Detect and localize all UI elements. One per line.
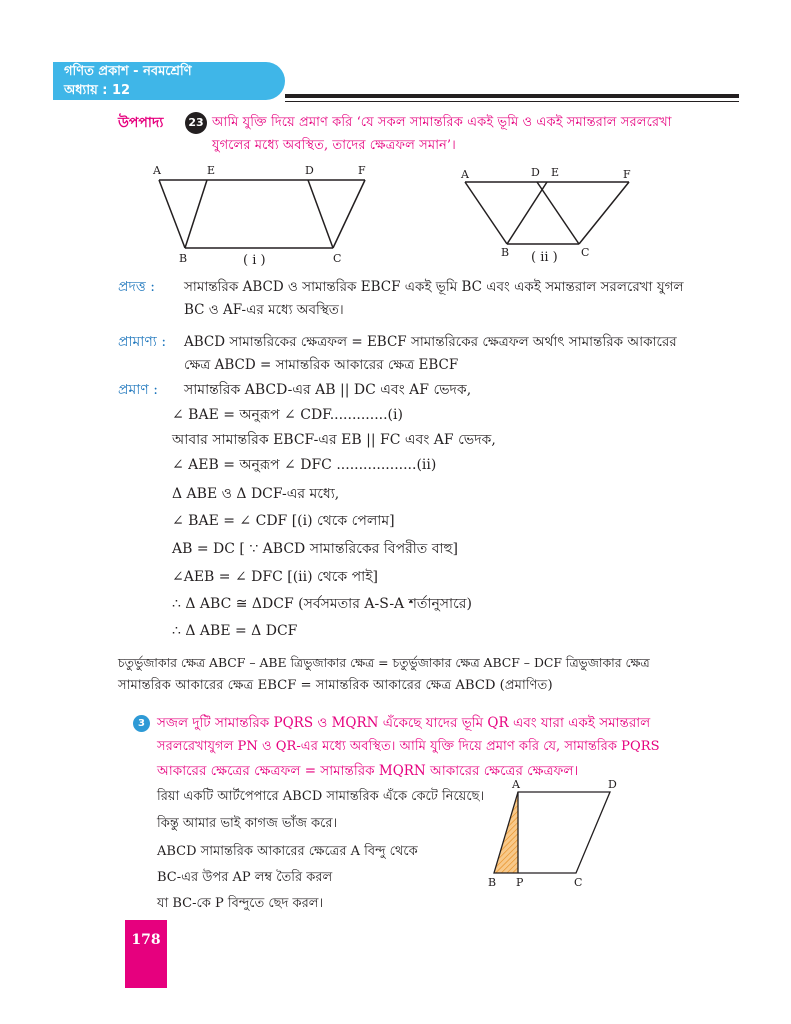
section-3-body: BC-এর উপর AP লম্ব তৈরি করল: [157, 870, 333, 885]
section-3-badge: 3: [133, 715, 150, 732]
fig1-point-a: A: [153, 164, 161, 177]
fig3-point-p: P: [516, 876, 524, 889]
theorem-line-1: আমি যুক্তি দিয়ে প্রমাণ করি ‘যে সকল সামান্তরিক একই ভূমি ও একই সমান্তরাল সরলরেখা: [212, 115, 672, 130]
figure-1: [145, 160, 375, 270]
section-3-line-3: আকারের ক্ষেত্রের ক্ষেত্রফল = সামান্তরিক MQRN আকারের ক্ষেত্রের ক্ষেত্রফল।: [157, 763, 579, 779]
page-number: 178: [131, 932, 161, 948]
proof-line: আবার সামান্তরিক EBCF-এর EB || FC এবং AF ভেদক,: [172, 432, 496, 448]
section-3-body: ABCD সামান্তরিক আকারের ক্ষেত্রের A বিন্দু থেকে: [157, 844, 418, 859]
conclusion-line-2: সামান্তরিক আকারের ক্ষেত্র EBCF = সামান্তরিক আকারের ক্ষেত্র ABCD (প্রমাণিত): [118, 678, 553, 693]
given-line-2: BC ও AF-এর মধ্যে অবস্থিত।: [184, 302, 344, 318]
section-3-line-2: সরলরেখাযুগল PN ও QR-এর মধ্যে অবস্থিত। আমি যুক্তি দিয়ে প্রমাণ করি যে, সামান্তরিক PQRS: [157, 739, 660, 754]
proof-line: Δ ABE ও Δ DCF-এর মধ্যে,: [172, 486, 340, 502]
theorem-line-2: যুগলের মধ্যে অবস্থিত, তাদের ক্ষেত্রফল সমান’।: [212, 138, 456, 153]
section-3-body: কিন্তু আমার ভাই কাগজ ভাঁজ করে।: [157, 816, 338, 831]
theorem-label: উপপাদ্য: [118, 115, 164, 131]
chapter-label: অধ্যায় : 12: [64, 83, 131, 98]
page-number-tab: [125, 920, 167, 988]
fig2-point-b: B: [501, 246, 510, 259]
to-prove-label: প্রামাণ্য :: [118, 334, 167, 350]
section-3-body: যা BC-কে P বিন্দুতে ছেদ করল।: [157, 896, 324, 911]
proof-line: ∠ AEB = অনুরূপ ∠ DFC ..................(ii): [172, 457, 437, 473]
fig1-caption: ( i ): [243, 253, 266, 268]
fig3-point-b: B: [488, 876, 497, 889]
fig2-caption: ( ii ): [531, 250, 558, 265]
fig2-point-f: F: [623, 168, 631, 181]
section-3-body: রিয়া একটি আর্টপেপারে ABCD সামান্তরিক এঁকে কেটে নিয়েছে।: [157, 789, 485, 804]
proof-line: ∠ BAE = ∠ CDF [(i) থেকে পেলাম]: [172, 513, 395, 529]
fig1-point-b: B: [179, 252, 188, 265]
book-title: গণিত প্রকাশ - নবমশ্রেণি: [64, 64, 192, 79]
fig1-point-e: E: [207, 164, 216, 177]
theorem-number-badge: 23: [185, 112, 207, 134]
proof-line: সামান্তরিক ABCD-এর AB || DC এবং AF ভেদক,: [184, 382, 472, 398]
fig2-point-e: E: [551, 166, 560, 179]
to-prove-line-1: ABCD সামান্তরিকের ক্ষেত্রফল = EBCF সামান্তরিকের ক্ষেত্রফল অর্থাৎ সামান্তরিক আকারের: [184, 334, 677, 350]
section-3-line-1: সজল দুটি সামান্তরিক PQRS ও MQRN এঁকেছে যাদের ভূমি QR এবং যারা একই সমান্তরাল: [157, 715, 651, 731]
header-rule-thin: [285, 101, 739, 102]
proof-line: ∠AEB = ∠ DFC [(ii) থেকে পাই]: [172, 569, 378, 585]
header-rule: [285, 94, 739, 98]
fig3-point-d: D: [608, 778, 617, 791]
fig2-point-a: A: [461, 168, 469, 181]
conclusion-line-1: চতুর্ভুজাকার ক্ষেত্র ABCF – ABE ত্রিভুজাকার ক্ষেত্র = চতুর্ভুজাকার ক্ষেত্র ABCF – DCF ত্রিভুজাকার ক্ষেত্র: [118, 655, 650, 670]
fig1-point-c: C: [333, 252, 342, 265]
fig3-point-a: A: [512, 778, 520, 791]
figure-2: [455, 160, 645, 270]
to-prove-line-2: ক্ষেত্র ABCD = সামান্তরিক আকারের ক্ষেত্র EBCF: [184, 357, 459, 373]
figure-3: [480, 775, 630, 895]
fig2-point-d: D: [531, 166, 540, 179]
given-line-1: সামান্তরিক ABCD ও সামান্তরিক EBCF একই ভূমি BC এবং একই সমান্তরাল সরলরেখা যুগল: [184, 279, 684, 295]
proof-line: ∴ Δ ABC ≅ ΔDCF (সর্বসমতার A-S-A শর্তানুসারে): [172, 596, 472, 612]
given-label: প্রদত্ত :: [118, 279, 155, 295]
proof-line: AB = DC [ ∵ ABCD সামান্তরিকের বিপরীত বাহু]: [172, 541, 459, 557]
fig1-point-f: F: [358, 164, 366, 177]
proof-label: প্রমাণ :: [118, 382, 158, 398]
proof-line: ∠ BAE = অনুরূপ ∠ CDF.............(i): [172, 407, 403, 423]
proof-line: ∴ Δ ABE = Δ DCF: [172, 623, 298, 639]
fig1-point-d: D: [305, 164, 314, 177]
fig3-point-c: C: [574, 876, 583, 889]
fig2-point-c: C: [581, 246, 590, 259]
